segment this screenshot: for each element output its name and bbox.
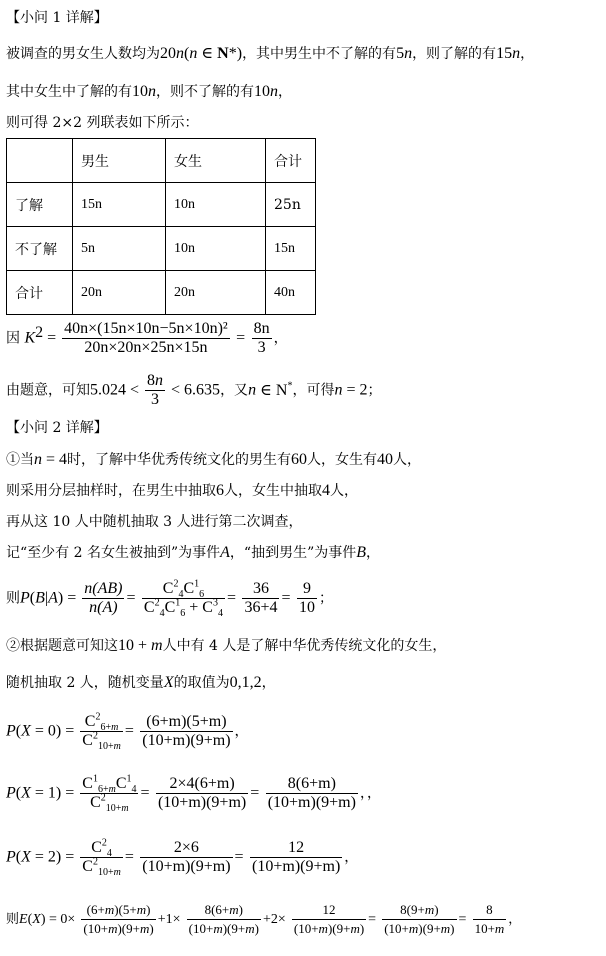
part2-l5-b: 人中有 4 人是了解中华优秀传统文化的女生， — [162, 638, 447, 654]
part2-l2-c: 人， — [330, 483, 358, 499]
table-cell: 40n — [266, 271, 316, 315]
part2-l4-c: ， — [366, 545, 381, 561]
k2-result-den: 3 — [252, 338, 272, 357]
cond-text-a: 由题意，可知 — [6, 382, 90, 399]
part2-l4-b: ，“抽到男生”为事件 — [229, 545, 357, 561]
part2-l2-b: 人，女生中抽取 — [224, 483, 322, 499]
px0-num: (6+m)(5+m) — [146, 713, 227, 730]
part1-line1-text-b: ，其中男生中不了解的有 — [242, 46, 397, 62]
contingency-table — [6, 138, 316, 315]
part1-line2-text-b: ，则不了解的有 — [156, 84, 254, 100]
table-cell: 25n — [266, 183, 316, 227]
p-prefix: 则 — [6, 590, 20, 607]
part2-line5: ②根据题意可知这10 + m人中有 4 人是了解中华优秀传统文化的女生， — [6, 637, 447, 654]
part1-line3: 则可得 2×2 列联表如下所示： — [6, 115, 199, 131]
k2-result — [252, 320, 272, 357]
k2-result-num: 8n — [253, 320, 270, 337]
k2-denominator: 20n×20n×25n×15n — [62, 338, 230, 357]
part1-line1-text-a: 被调查的男女生人数均为 — [6, 46, 160, 62]
table-row — [7, 227, 316, 271]
p-den4: 10 — [298, 599, 315, 616]
p-den1: n(A) — [82, 598, 124, 617]
cond-text-c: ，可得 — [292, 382, 335, 399]
part2-line6: 随机抽取 2 人，随机变量X的取值为0,1,2， — [6, 674, 276, 691]
p-end: ； — [318, 590, 333, 607]
k2-fraction — [62, 320, 230, 357]
part2-l4-a: 记“至少有 2 名女生被抽到”为事件 — [6, 545, 221, 561]
px2-den3: (10+m)(9+m) — [252, 858, 341, 875]
table-cell: 5n — [73, 227, 166, 271]
part1-line2-text-c: ， — [278, 84, 292, 100]
px1-end: ，， — [359, 785, 381, 802]
part1-line1: 被调查的男女生人数均为20n(n ∈ N*)，其中男生中不了解的有5n，则了解的有15n， — [6, 45, 535, 62]
table-cell: 男生 — [73, 139, 166, 183]
table-cell: 15n — [266, 227, 316, 271]
part2-l1-a: ①当 — [6, 452, 34, 468]
cond-text-d: ； — [367, 382, 382, 399]
px0-end: ， — [234, 723, 249, 740]
px1-formula: P(X = 1) = $\frac{C^1_{6+m}C^1_4}{C^2_{10+m}}$ = $\frac{2\times 4(6+m)}{(10+m)(9+m)}$ = $\frac{8(6+m)}{(10+m)(9+m)}$ ，， — [6, 773, 381, 815]
px2-num3: 12 — [288, 839, 305, 856]
k2-prefix: 因 — [6, 330, 20, 347]
table-cell: 20n — [166, 271, 266, 315]
k2-numerator: 40n×(15n×10n−5n×10n)² — [64, 320, 228, 337]
p-num4: 9 — [302, 580, 311, 597]
table-cell: 女生 — [166, 139, 266, 183]
table-cell: 不了解 — [7, 227, 73, 271]
px2-end: ， — [344, 849, 359, 866]
table-cell: 20n — [73, 271, 166, 315]
px1-num3: 8(6+m) — [287, 775, 336, 792]
part2-line3: 再从这 10 人中随机抽取 3 人进行第二次调查， — [6, 514, 303, 530]
px0-formula: P(X = 0) = $\frac{C^2_{6+m}}{C^2_{10+m}}$ = $\frac{(6+m)(5+m)}{(10+m)(9+m)}$ ， — [6, 711, 249, 753]
px2-num2: 2×6 — [173, 839, 199, 856]
part2-l5-a: ②根据题意可知这 — [6, 638, 118, 654]
table-cell: 合计 — [7, 271, 73, 315]
part1-line2-text-a: 其中女生中了解的有 — [6, 84, 132, 100]
part2-l1-b: 时，了解中华优秀传统文化的男生有 — [67, 452, 292, 468]
table-cell — [7, 139, 73, 183]
cond-text-b: ，又 — [220, 382, 249, 399]
part2-line4: 记“至少有 2 名女生被抽到”为事件A，“抽到男生”为事件B， — [6, 544, 381, 561]
table-row — [7, 183, 316, 227]
expectation-formula: 则E(X) = 0× $\frac{(6+m)(5+m)}{(10+m)(9+m)}$ +1× $\frac{8(6+m)}{(10+m)(9+m)}$ +2× $\frac{12}{(10+m)(9+m)}$ = $\frac{8(9+m)}{(10+m)(9+m)}$ = $\frac{8}{10+m}$ ， — [6, 902, 522, 936]
p-den3: 36+4 — [244, 599, 278, 616]
part2-l6-c: ， — [261, 675, 276, 691]
p-num1: n(AB) — [84, 580, 123, 597]
k2-formula: 因 $K^2$ = $\frac{\text{40n×(15n×10n−5n×10n)²}}{20n\times 20n\times 25n\times 15n}$ = $\frac{8n}{3}$ ， — [6, 320, 288, 356]
px1-num2: 2×4(6+m) — [169, 775, 235, 792]
ex-end: ， — [508, 912, 522, 927]
table-cell: 10n — [166, 183, 266, 227]
part1-line2: 其中女生中了解的有10n，则不了解的有10n， — [6, 83, 292, 100]
part1-line1-text-c: ，则了解的有 — [412, 46, 497, 62]
part1-heading: 【小问 1 详解】 — [6, 10, 108, 26]
condition-line: 由题意，可知5.024 < $\frac{8n}{3}$ < 6.635，又n ∈ N*，可得n = 2； — [6, 372, 382, 408]
part1-line1-text-d: ， — [520, 46, 535, 62]
part2-l1-d: 人， — [393, 452, 422, 468]
table-cell: 15n — [73, 183, 166, 227]
part2-line1: ①当n = 4时，了解中华优秀传统文化的男生有60人，女生有40人， — [6, 451, 422, 468]
table-cell: 10n — [166, 227, 266, 271]
table-cell: 了解 — [7, 183, 73, 227]
k2-end: ， — [273, 330, 288, 347]
part2-l6-b: 的取值为 — [173, 675, 230, 691]
px2-formula: P(X = 2) = $\frac{C^2_4}{C^2_{10+m}}$ = $\frac{2\times 6}{(10+m)(9+m)}$ = $\frac{12}{(10+m)(9+m)}$ ， — [6, 837, 359, 879]
px2-den2: (10+m)(9+m) — [142, 858, 231, 875]
part2-l2-a: 则采用分层抽样时，在男生中抽取 — [6, 483, 216, 499]
table-header-row — [7, 139, 316, 183]
part2-heading: 【小问 2 详解】 — [6, 420, 108, 436]
table-cell: 合计 — [266, 139, 316, 183]
p-num3: 36 — [252, 580, 269, 597]
part2-l1-c: 人，女生有 — [307, 452, 378, 468]
part2-l6-a: 随机抽取 2 人，随机变量 — [6, 675, 164, 691]
px1-den3: (10+m)(9+m) — [267, 794, 356, 811]
conditional-probability: 则P(B|A) = $\frac{n(AB)}{n(A)}$ = $\frac{C^2_4C^1_6}{C^2_4C^1_6 + C^3_4}$ = $\frac{36}{36+4}$ = $\frac{9}{10}$ ； — [6, 578, 333, 620]
px1-den2: (10+m)(9+m) — [157, 794, 247, 811]
ex-prefix: 则 — [6, 912, 20, 927]
table-row — [7, 271, 316, 315]
px0-den: (10+m)(9+m) — [142, 732, 231, 749]
part2-line2: 则采用分层抽样时，在男生中抽取6人，女生中抽取4人， — [6, 482, 358, 499]
